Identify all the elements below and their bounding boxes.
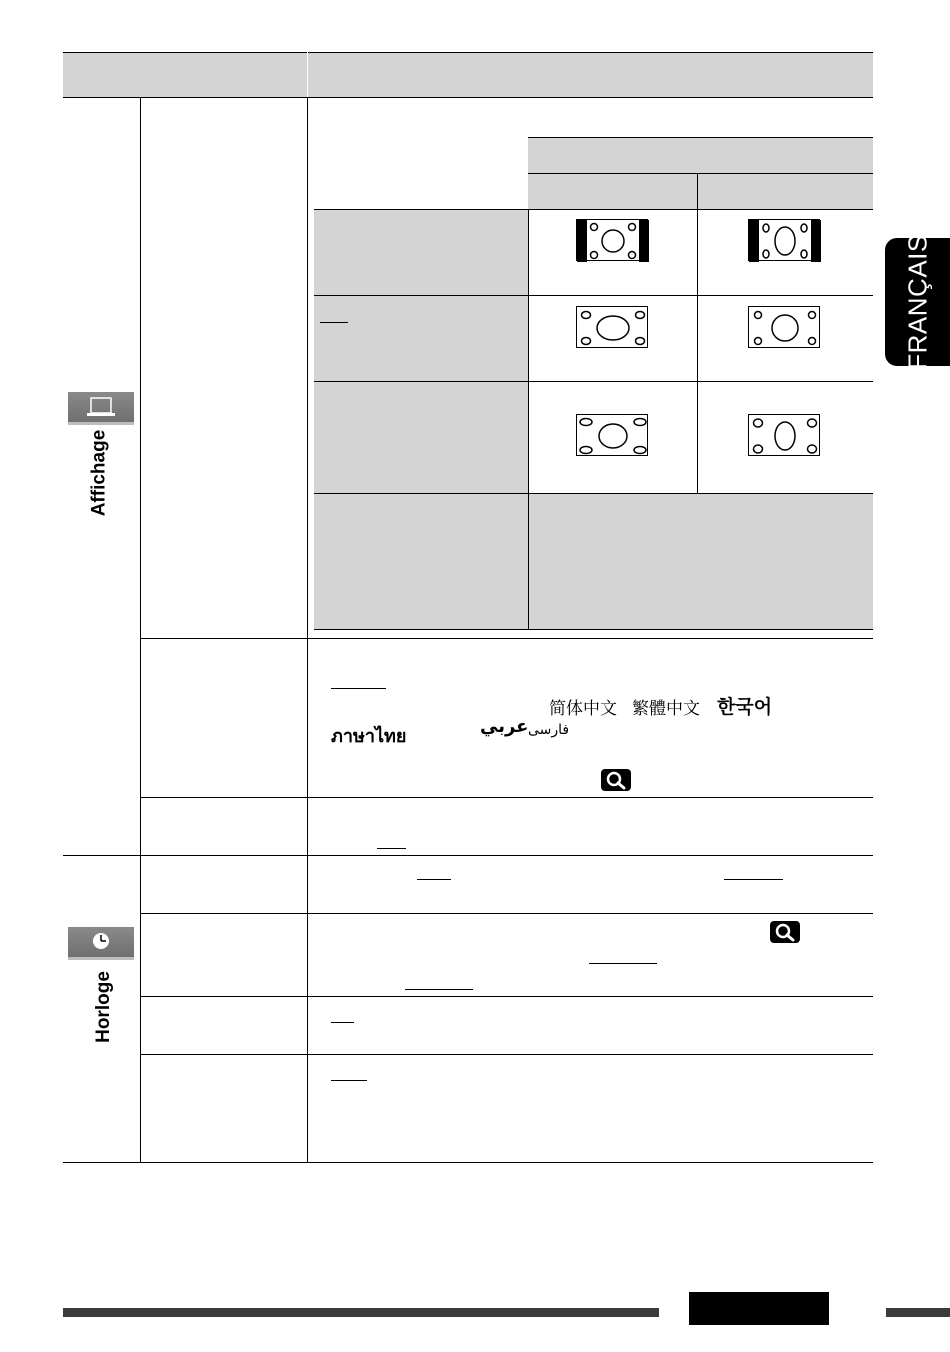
- aspect-subheader: [528, 137, 873, 173]
- clock-row-2-underline-a: [589, 963, 657, 964]
- aspect-row-sep-3: [314, 493, 873, 494]
- table-bottom-border: [63, 1162, 873, 1163]
- display-row-3-underline: [377, 848, 406, 849]
- clock-row-3-underline: [331, 1022, 354, 1023]
- row-sep-display-lang: [140, 638, 873, 639]
- header-top-border: [63, 52, 873, 53]
- row-sep-clock-3: [140, 1054, 873, 1055]
- aspect-full-16-9: [748, 306, 820, 348]
- aspect-row-note: [314, 494, 873, 629]
- footer-bar-right: [886, 1308, 950, 1317]
- row-sep-display-clock: [63, 855, 873, 856]
- aspect-subheader-cols: [528, 174, 873, 209]
- row-sep-lang-next: [140, 797, 873, 798]
- aspect-regular-4-3: [576, 219, 648, 261]
- footer-bar-left: [63, 1308, 659, 1317]
- language-korean: 한국어: [717, 696, 773, 718]
- magnifier-icon: [601, 769, 631, 791]
- category-display-label: Affichage: [88, 429, 110, 517]
- aspect-full-4-3: [576, 306, 648, 348]
- language-thai: ภาษาไทย: [331, 726, 407, 747]
- header-bottom-border: [63, 97, 873, 98]
- column-line-2: [307, 97, 308, 1162]
- aspect-row-sep-2: [314, 381, 873, 382]
- category-clock-label: Horloge: [92, 971, 114, 1043]
- aspect-panorama-4-3: [576, 414, 648, 456]
- row-sep-clock-2: [140, 996, 873, 997]
- language-underline: [331, 688, 386, 689]
- header-divider: [307, 52, 308, 97]
- aspect-subheader-col-divider: [697, 174, 698, 209]
- clock-row-4-underline: [331, 1080, 367, 1081]
- magnifier-icon-clock: [770, 921, 800, 943]
- clock-icon: [68, 927, 134, 960]
- aspect-table-bottom: [314, 629, 873, 630]
- language-arabic: عربي: [480, 716, 529, 737]
- monitor-icon: [68, 392, 134, 425]
- aspect-row-sep-1: [314, 295, 873, 296]
- table-header: [63, 52, 873, 97]
- clock-row-1-underline-b: [724, 879, 783, 880]
- aspect-row-label-2: [314, 296, 528, 381]
- aspect-regular-16-9: [748, 219, 820, 261]
- clock-row-1-underline-a: [417, 879, 451, 880]
- aspect-row-label-1: [314, 210, 528, 295]
- aspect-row-2-underline: [320, 322, 348, 323]
- aspect-col-divider-b: [697, 209, 698, 493]
- aspect-panorama-16-9: [748, 414, 820, 456]
- language-side-tab: [885, 234, 950, 370]
- column-line-1: [140, 97, 141, 1162]
- row-sep-clock-1: [140, 913, 873, 914]
- page-number-box: [689, 1292, 829, 1325]
- side-tab-label: FRANÇAIS: [902, 234, 932, 370]
- aspect-col-divider-a: [528, 209, 529, 629]
- language-traditional-chinese: 繁體中文: [632, 699, 700, 719]
- aspect-subheader-top: [528, 137, 873, 138]
- language-simplified-chinese: 简体中文: [549, 699, 617, 719]
- aspect-row-label-3: [314, 382, 528, 493]
- clock-row-2-underline-b: [405, 989, 473, 990]
- language-persian: فارسی: [528, 722, 570, 738]
